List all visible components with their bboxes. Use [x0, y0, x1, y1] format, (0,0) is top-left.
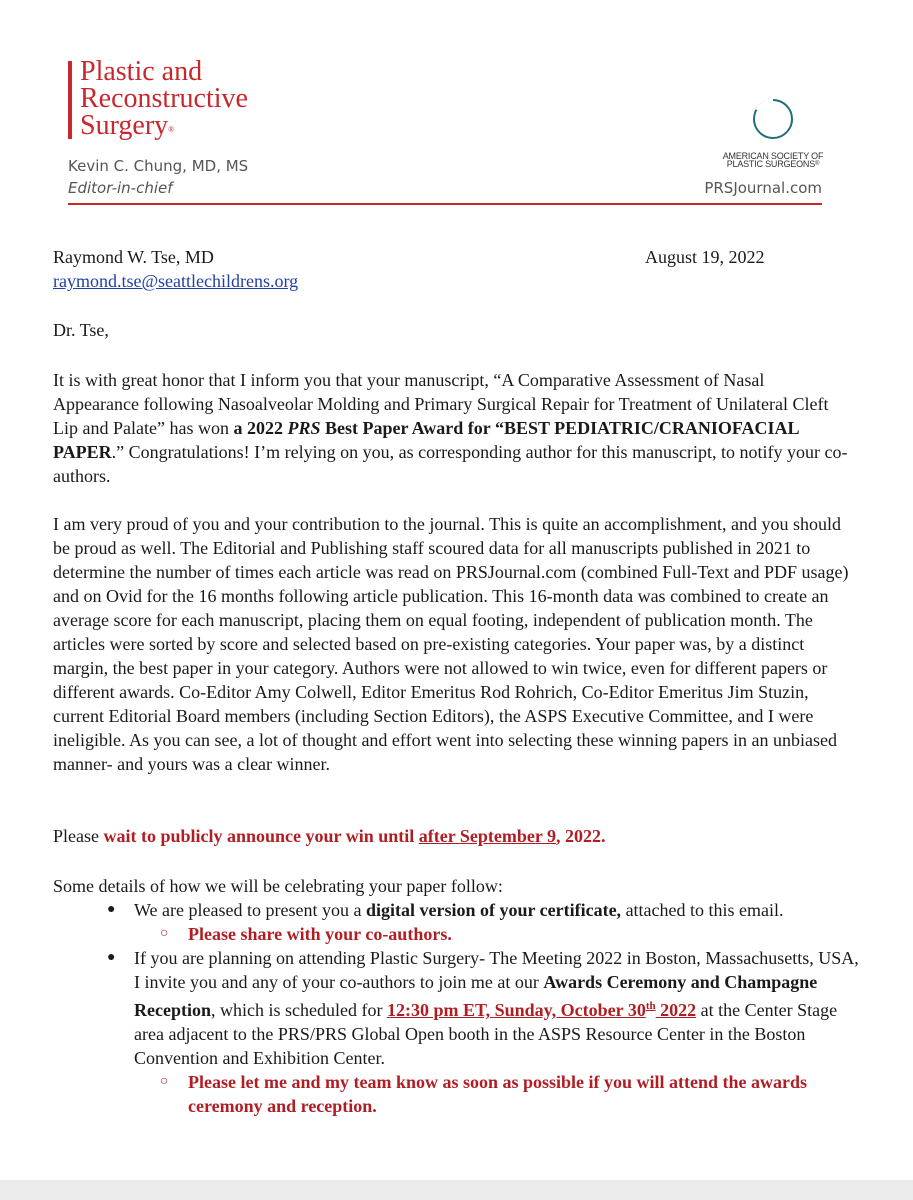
asps-trademark: ® [815, 161, 820, 167]
list-item-ceremony [107, 946, 864, 1070]
asps-logo-text [700, 152, 846, 168]
bullet2-bold: Awards Ceremony and Champagne Reception [134, 972, 818, 1020]
asps-logo-ring-icon [750, 96, 796, 142]
para1-text-2: .” Congratulations! I’m relying on you, as corresponding author for this manuscript, to notify your co-authors. [53, 442, 848, 486]
header-divider [68, 203, 822, 205]
bullet2-red-2: 2022 [655, 1000, 697, 1020]
sub-item-rsvp [134, 1070, 864, 1118]
para1-bold-2: Best Paper Award for “BEST PEDIATRIC/CRANIOFACIAL PAPER [53, 418, 799, 462]
para1-text-1: It is with great honor that I inform you that your manuscript, “A Comparative Assessment of Nasal Appearance following Nasoalveolar Molding and Primary Surgical Repair for Treatment of Unilateral Cleft Lip and Palate” has won [53, 370, 829, 438]
bullet1-text-2: attached to this email. [621, 900, 784, 920]
editor-title: Editor-in-chief [68, 179, 173, 197]
details-intro: Some details of how we will be celebrating your paper follow: [53, 876, 503, 896]
asps-line-2: PLASTIC SURGEONS [726, 159, 816, 169]
bullet2-text-2: , which is scheduled for [210, 1000, 387, 1020]
para1-bold-italic: PRS [287, 418, 321, 438]
bullet2-red-sup: th [645, 1000, 656, 1012]
journal-logo-line-2: Reconstructive [80, 83, 248, 114]
hollow-bullet-icon: ○ [160, 1074, 169, 1089]
journal-logo-trademark: ® [168, 125, 175, 134]
salutation: Dr. Tse, [53, 320, 109, 340]
sub-item-share [134, 922, 864, 946]
announce-text: Please [53, 826, 104, 846]
bullet2-text-1: If you are planning on attending Plastic Surgery- The Meeting 2022 in Boston, Massachusetts, USA, I invite you and any of your co-authors to join me at our [134, 948, 859, 992]
para1-bold-1: a 2022 [233, 418, 288, 438]
letter-date: August 19, 2022 [645, 247, 765, 267]
journal-logo [80, 58, 248, 139]
bullet1-sub-text: Please share with your co-authors. [188, 924, 452, 944]
hollow-bullet-icon: ○ [160, 926, 169, 941]
announce-red-underlined: after September 9 [418, 826, 557, 846]
editor-name: Kevin C. Chung, MD, MS [68, 157, 249, 175]
bullet-icon: ● [107, 950, 116, 965]
page-bottom-edge [0, 1180, 913, 1200]
bullet2-red-1: 12:30 pm ET, Sunday, October 30 [386, 1000, 646, 1020]
list-item-certificate [107, 898, 864, 922]
bullet2-text-3: at the Center Stage area adjacent to the PRS/PRS Global Open booth in the ASPS Resource Center in the Boston Convention and Exhibition Center. [134, 1000, 838, 1068]
journal-logo-bar [68, 61, 72, 139]
journal-website: PRSJournal.com [704, 179, 822, 197]
recipient-name: Raymond W. Tse, MD [53, 247, 214, 267]
journal-logo-line-3: Surgery [80, 110, 169, 141]
bullet2-sub-text: Please let me and my team know as soon as possible if you will attend the awards ceremony and reception. [188, 1072, 808, 1116]
asps-line-1: AMERICAN SOCIETY OF [722, 151, 824, 161]
bullet-icon: ● [107, 902, 116, 917]
announce-red-1: wait to publicly announce your win until [103, 826, 419, 846]
announcement-embargo [53, 824, 853, 848]
announce-red-2: , 2022. [556, 826, 606, 846]
recipient-email-link[interactable]: raymond.tse@seattlechildrens.org [53, 271, 299, 291]
bullet1-text-1: We are pleased to present you a [134, 900, 366, 920]
journal-logo-line-1: Plastic and [80, 56, 203, 87]
celebration-details-list [107, 898, 864, 1118]
paragraph-award-announcement [53, 368, 853, 488]
paragraph-selection-process: I am very proud of you and your contribution to the journal. This is quite an accomplishment, and you should be proud as well. The Editorial and Publishing staff scoured data for all manuscripts published in 2021 to determine the number of times each article was read on PRSJournal.com (combined Full-Text and PDF usage) and on Ovid for the 16 months following article publication. This 16-month data was combined to create an average score for each manuscript, placing them on equal footing, independent of publication month. The articles were sorted by score and selected based on pre-existing categories. Your paper was, by a distinct margin, the best paper in your category. Authors were not allowed to win twice, even for different papers or different awards. Co-Editor Amy Colwell, Editor Emeritus Rod Rohrich, Co-Editor Emeritus Jim Stuzin, current Editorial Board members (including Section Editors), the ASPS Executive Committee, and I were ineligible. As you can see, a lot of thought and effort went into selecting these winning papers in an unbiased manner- and yours was a clear winner. [53, 514, 849, 774]
bullet1-bold: digital version of your certificate, [365, 900, 622, 920]
